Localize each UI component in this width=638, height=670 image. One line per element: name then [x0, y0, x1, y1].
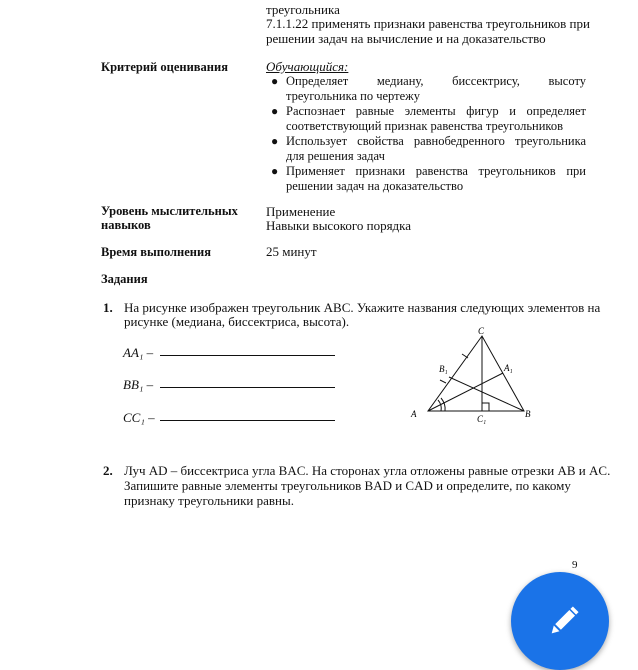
criteria-item: ● Распознает равные элементы фигур и определяет соответствующий признак равенства треугольников — [271, 104, 586, 133]
answer-line[interactable] — [160, 355, 335, 356]
vertex-label: B — [525, 409, 531, 419]
criteria-label: Критерий оценивания — [101, 60, 228, 74]
answer-line[interactable] — [160, 420, 335, 421]
page-edge — [0, 0, 638, 1]
vertex-label: A — [411, 409, 417, 419]
criteria-item: ● Использует свойства равнобедренного треугольника для решения задач — [271, 134, 586, 163]
segment-bb1 — [449, 377, 524, 411]
vertex-label: C — [478, 326, 485, 336]
right-angle-mark — [482, 403, 489, 411]
task-text: Запишите равные элементы треугольников BAD и CAD и определите, по какому — [124, 478, 571, 493]
segment-label: AA₁ – — [123, 345, 154, 360]
task-text: рисунке (медиана, биссектриса, высота). — [124, 314, 350, 329]
tasks-heading: Задания — [101, 272, 148, 286]
task-number: 1. — [103, 300, 113, 315]
thinking-label: навыков — [101, 218, 151, 232]
vertex-label: C₁ — [477, 414, 487, 424]
segment-label: CC₁ – — [123, 410, 155, 425]
edit-button[interactable] — [511, 572, 609, 670]
bullet-icon: ● — [271, 134, 279, 148]
criteria-item: ● Применяет признаки равенства треугольников при решении задач на доказательство — [271, 164, 586, 193]
bullet-icon: ● — [271, 104, 279, 118]
thinking-value: Навыки высокого порядка — [266, 218, 412, 233]
tick-mark — [440, 380, 446, 383]
thinking-label: Уровень мыслительных — [101, 204, 238, 218]
answer-line[interactable] — [160, 387, 335, 388]
objective-line: решении задач на вычисление и на доказательство — [266, 31, 546, 46]
criteria-list — [271, 74, 586, 194]
segment-aa1 — [428, 373, 503, 411]
criteria-item: ● Определяет медиану, биссектрису, высоту треугольника по чертежу — [271, 74, 586, 103]
task-number: 2. — [103, 463, 113, 478]
task-text: признаку треугольники равны. — [124, 493, 294, 508]
thinking-value: Применение — [266, 204, 336, 219]
objective-line: треугольника — [266, 2, 340, 17]
learner-heading: Обучающийся: — [266, 59, 349, 74]
task-text: Луч AD – биссектриса угла BAC. На сторонах угла отложены равные отрезки AB и AC. — [124, 463, 611, 478]
task-text: На рисунке изображен треугольник ABC. Укажите названия следующих элементов на — [124, 300, 601, 315]
bullet-icon: ● — [271, 74, 279, 88]
vertex-label: B₁ — [439, 364, 448, 374]
time-label: Время выполнения — [101, 245, 211, 259]
vertex-label: A₁ — [504, 363, 513, 373]
segment-label: BB₁ – — [123, 377, 154, 392]
objective-line: 7.1.1.22 применять признаки равенства треугольников при — [266, 16, 590, 31]
page-number: 9 — [572, 559, 578, 571]
time-value: 25 минут — [266, 244, 317, 259]
bullet-icon: ● — [271, 164, 279, 178]
triangle-figure — [405, 325, 535, 427]
pencil-icon — [511, 572, 609, 670]
